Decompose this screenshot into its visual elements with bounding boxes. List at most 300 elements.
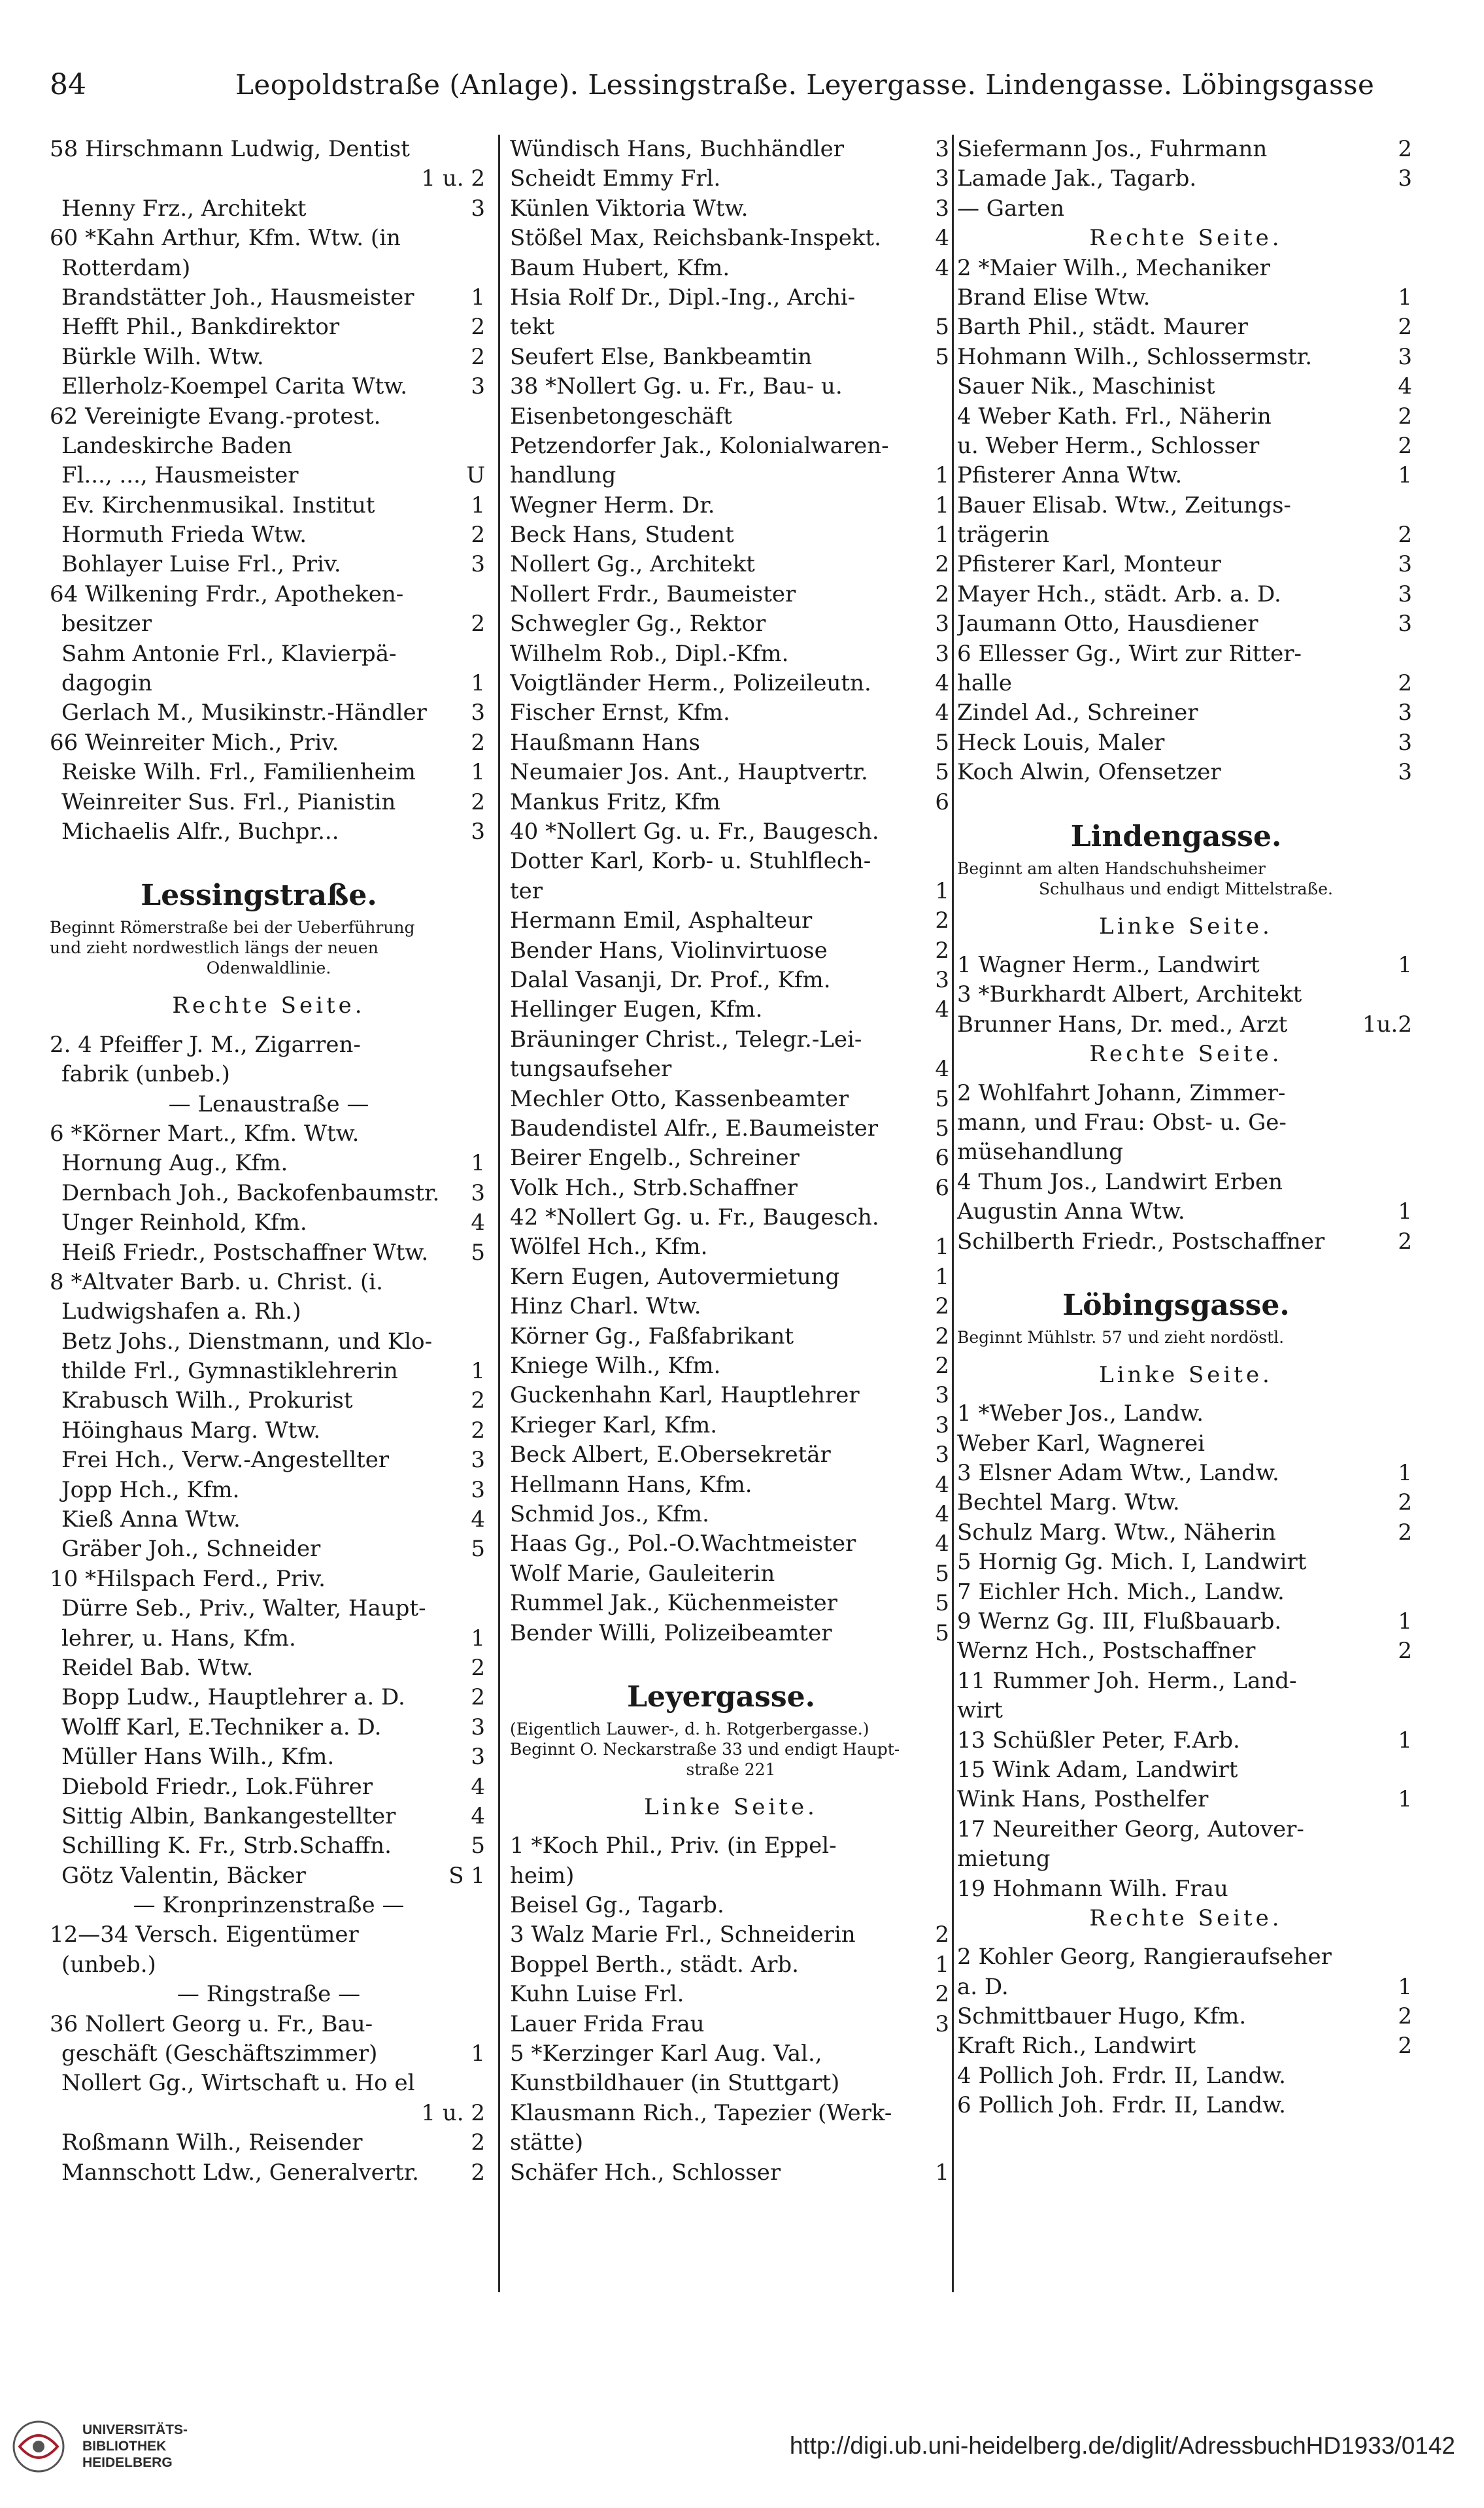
floor-number: 5	[471, 1833, 485, 1859]
directory-entry	[50, 1149, 488, 1178]
floor-number: 5	[935, 1590, 949, 1617]
floor-number: 4	[935, 1500, 949, 1527]
entry-text: 3 *Burkhardt Albert, Architekt	[957, 981, 1302, 1008]
floor-number: 3	[471, 1476, 485, 1503]
entry-text: Kern Eugen, Autovermietung	[510, 1263, 840, 1290]
floor-number: 3	[1398, 581, 1412, 607]
directory-entry	[510, 461, 952, 490]
entry-text: Lamade Jak., Tagarb.	[957, 165, 1197, 192]
floor-number: 2	[1398, 403, 1412, 430]
floor-number: 2	[471, 1417, 485, 1444]
entry-text: 15 Wink Adam, Landwirt	[957, 1756, 1238, 1783]
directory-entry	[50, 2099, 488, 2128]
floor-number: 3	[1398, 551, 1412, 578]
directory-entry	[510, 728, 952, 758]
directory-entry	[957, 1578, 1415, 1607]
floor-number: 3	[935, 640, 949, 667]
entry-text: Nollert Gg., Wirtschaft u. Ho el	[61, 2070, 415, 2097]
directory-entry	[50, 788, 488, 817]
entry-text: 8 *Altvater Barb. u. Christ. (i.	[50, 1268, 383, 1295]
directory-entry	[957, 194, 1415, 224]
entry-text: Bender Hans, Violinvirtuose	[510, 937, 828, 964]
floor-number: 1u.2	[1362, 1011, 1412, 1038]
directory-entry	[510, 1025, 952, 1055]
library-name	[82, 2422, 188, 2471]
floor-number: 2	[1398, 1489, 1412, 1516]
directory-entry	[510, 1470, 952, 1500]
floor-number: 2	[935, 907, 949, 934]
street-heading	[50, 877, 488, 915]
directory-entry	[957, 1518, 1415, 1548]
directory-entry	[50, 1891, 488, 1920]
entry-text: mietung	[957, 1846, 1051, 1873]
entry-text: Dernbach Joh., Backofenbaumstr.	[61, 1179, 440, 1206]
entry-text: 5 *Kerzinger Karl Aug. Val.,	[510, 2041, 822, 2067]
directory-entry	[50, 1446, 488, 1475]
entry-text: Wilhelm Rob., Dipl.-Kfm.	[510, 640, 789, 667]
entry-text: Mannschott Ldw., Generalvertr.	[61, 2159, 419, 2186]
floor-number: 4	[935, 1471, 949, 1498]
page-number: 84	[50, 68, 86, 101]
floor-number: 1	[935, 2159, 949, 2186]
entry-text: 40 *Nollert Gg. u. Fr., Baugesch.	[510, 818, 879, 845]
entry-text: handlung	[510, 462, 616, 489]
entry-text: Guckenhahn Karl, Hauptlehrer	[510, 1382, 860, 1409]
floor-number: 2	[471, 522, 485, 549]
entry-text: Ev. Kirchenmusikal. Institut	[61, 492, 375, 518]
directory-entry	[957, 1874, 1415, 1904]
source-url[interactable]: http://digi.ub.uni-heidelberg.de/diglit/AdressbuchHD1933/0142	[789, 2432, 1455, 2459]
entry-text: Fischer Ernst, Kfm.	[510, 700, 730, 726]
floor-number: 1	[1398, 1608, 1412, 1635]
entry-text: Linke Seite.	[1099, 913, 1273, 940]
floor-number: 2	[1398, 1638, 1412, 1665]
entry-text: Gräber Joh., Schneider	[61, 1536, 321, 1563]
directory-entry	[957, 1429, 1415, 1459]
floor-number: 2	[935, 1981, 949, 2008]
directory-entry	[510, 1411, 952, 1440]
entry-text: Hormuth Frieda Wtw.	[61, 522, 307, 549]
directory-entry	[510, 135, 952, 164]
entry-text: Nollert Gg., Architekt	[510, 551, 755, 578]
directory-entry	[50, 343, 488, 372]
floor-number: 4	[935, 1056, 949, 1083]
entry-text: 3 Walz Marie Frl., Schneiderin	[510, 1922, 856, 1948]
entry-text: Mankus Fritz, Kfm	[510, 788, 720, 815]
floor-number: 6	[935, 788, 949, 815]
entry-text: Hornung Aug., Kfm.	[61, 1150, 288, 1177]
floor-number: 3	[935, 2010, 949, 2037]
entry-text: Scheidt Emmy Frl.	[510, 165, 721, 192]
entry-text: Pfisterer Karl, Monteur	[957, 551, 1221, 578]
directory-entry	[50, 1505, 488, 1534]
entry-text: 38 *Nollert Gg. u. Fr., Bau- u.	[510, 373, 843, 400]
entry-text: Dotter Karl, Korb- u. Stuhlflech-	[510, 848, 871, 875]
entry-text: Schäfer Hch., Schlosser	[510, 2159, 781, 2186]
entry-text: 6 Pollich Joh. Frdr. II, Landw.	[957, 2092, 1286, 2119]
directory-entry	[50, 135, 488, 164]
directory-entry	[957, 254, 1415, 283]
floor-number: U	[466, 462, 485, 489]
directory-entry	[50, 1179, 488, 1208]
floor-number: 1	[471, 492, 485, 518]
directory-entry	[957, 2002, 1415, 2031]
floor-number: 2	[1398, 314, 1412, 341]
entry-text: Augustin Anna Wtw.	[957, 1198, 1185, 1225]
directory-entry	[50, 1416, 488, 1446]
entry-text: — Kronprinzenstraße —	[133, 1892, 405, 1919]
entry-text: Diebold Friedr., Lok.Führer	[61, 1773, 373, 1800]
directory-entry	[510, 402, 952, 432]
entry-text: 58 Hirschmann Ludwig, Dentist	[50, 136, 410, 162]
directory-entry	[957, 1942, 1415, 1972]
side-heading	[957, 1904, 1415, 1933]
side-heading	[957, 1040, 1415, 1069]
floor-number: 3	[471, 195, 485, 222]
floor-number: 1	[1398, 951, 1412, 978]
floor-number: 3	[471, 1744, 485, 1771]
directory-entry	[510, 1055, 952, 1084]
directory-entry	[957, 758, 1415, 787]
directory-entry	[510, 520, 952, 550]
floor-number: 1	[935, 462, 949, 489]
floor-number: 1	[935, 1263, 949, 1290]
directory-entry	[50, 2069, 488, 2098]
street-description	[50, 917, 488, 938]
floor-number: 1	[471, 2041, 485, 2067]
entry-text: fabrik (unbeb.)	[61, 1061, 230, 1088]
directory-entry	[957, 669, 1415, 698]
entry-text: 10 *Hilspach Ferd., Priv.	[50, 1565, 326, 1592]
floor-number: 5	[935, 759, 949, 786]
entry-text: Rechte Seite.	[1089, 1905, 1283, 1931]
entry-text: Kieß Anna Wtw.	[61, 1506, 241, 1533]
entry-text: Krabusch Wilh., Prokurist	[61, 1387, 353, 1414]
floor-number: 4	[935, 996, 949, 1023]
column-rule	[498, 135, 500, 2292]
floor-number: 5	[471, 1239, 485, 1266]
entry-text: Schilberth Friedr., Postschaffner	[957, 1228, 1325, 1255]
library-logo-icon	[12, 2419, 65, 2474]
entry-text: Wolf Marie, Gauleiterin	[510, 1560, 775, 1587]
directory-entry	[957, 1815, 1415, 1844]
directory-entry	[957, 550, 1415, 579]
directory-entry	[510, 847, 952, 876]
directory-entry	[510, 1292, 952, 1321]
entry-text: Bopp Ludw., Hauptlehrer a. D.	[61, 1684, 405, 1711]
floor-number: 1	[1398, 1973, 1412, 2000]
directory-entry	[510, 995, 952, 1025]
floor-number: 2	[935, 1353, 949, 1380]
floor-number: 1	[935, 1951, 949, 1978]
entry-text: — Garten	[957, 195, 1065, 222]
directory-entry	[50, 1742, 488, 1772]
library-name-line: BIBLIOTHEK	[82, 2439, 167, 2454]
directory-entry	[510, 639, 952, 669]
directory-entry	[50, 728, 488, 758]
directory-entry	[510, 432, 952, 461]
entry-text: 12—34 Versch. Eigentümer	[50, 1922, 359, 1948]
directory-entry	[50, 698, 488, 728]
side-heading	[510, 1793, 952, 1822]
floor-number: 2	[471, 1387, 485, 1414]
directory-entry	[957, 135, 1415, 164]
directory-entry	[957, 1399, 1415, 1429]
floor-number: 5	[935, 1115, 949, 1142]
entry-text: Beck Albert, E.Obersekretär	[510, 1442, 831, 1468]
directory-entry	[957, 432, 1415, 461]
directory-entry	[50, 2158, 488, 2188]
directory-entry	[510, 2128, 952, 2158]
directory-entry	[50, 461, 488, 490]
directory-entry	[957, 1197, 1415, 1227]
directory-entry	[510, 698, 952, 728]
entry-text: Eisenbetongeschäft	[510, 403, 732, 430]
directory-entry	[510, 609, 952, 639]
floor-number: 2	[471, 788, 485, 815]
directory-entry	[50, 2039, 488, 2069]
entry-text: Schmittbauer Hugo, Kfm.	[957, 2003, 1247, 2030]
column-rule	[952, 135, 954, 2292]
entry-text: Beginnt O. Neckarstraße 33 und endigt Haupt-	[510, 1739, 900, 1759]
directory-entry	[510, 1980, 952, 2009]
floor-number: 2	[935, 551, 949, 578]
running-title: Leopoldstraße (Anlage). Lessingstraße. Leyergasse. Lindengasse. Löbingsgasse	[235, 69, 1375, 101]
entry-text: Höinghaus Marg. Wtw.	[61, 1417, 321, 1444]
directory-entry	[957, 402, 1415, 432]
directory-entry	[50, 402, 488, 432]
entry-text: Nollert Frdr., Baumeister	[510, 581, 796, 607]
directory-entry	[50, 1119, 488, 1149]
directory-entry	[957, 343, 1415, 372]
entry-text: 4 Thum Jos., Landwirt Erben	[957, 1168, 1283, 1195]
floor-number: 2	[1398, 522, 1412, 549]
entry-text: Frei Hch., Verw.-Angestellter	[61, 1447, 390, 1474]
directory-entry	[50, 817, 488, 847]
entry-text: Rotterdam)	[61, 254, 191, 281]
entry-text: 11 Rummer Joh. Herm., Land-	[957, 1667, 1297, 1694]
floor-number: 3	[471, 551, 485, 578]
library-name-line: HEIDELBERG	[82, 2455, 173, 2470]
street-description	[510, 1739, 952, 1759]
entry-text: Linke Seite.	[644, 1793, 818, 1820]
entry-text: Mayer Hch., städt. Arb. a. D.	[957, 581, 1281, 607]
entry-text: Hinz Charl. Wtw.	[510, 1293, 701, 1320]
entry-text: Kraft Rich., Landwirt	[957, 2033, 1196, 2059]
entry-text: Hellmann Hans, Kfm.	[510, 1471, 752, 1498]
entry-text: Michaelis Alfr., Buchpr...	[61, 818, 339, 845]
entry-text: Neumaier Jos. Ant., Hauptvertr.	[510, 759, 868, 786]
directory-entry	[50, 224, 488, 253]
directory-entry	[510, 254, 952, 283]
entry-text: Beginnt Römerstraße bei der Ueberführung	[50, 918, 415, 938]
directory-entry	[50, 1565, 488, 1594]
directory-entry	[957, 461, 1415, 490]
floor-number: 5	[935, 314, 949, 341]
entry-text: 4 Weber Kath. Frl., Näherin	[957, 403, 1272, 430]
entry-text: halle	[957, 670, 1013, 697]
entry-text: Reidel Bab. Wtw.	[61, 1654, 254, 1681]
street-description	[957, 879, 1415, 899]
directory-entry	[50, 520, 488, 550]
entry-text: Haas Gg., Pol.-O.Wachtmeister	[510, 1531, 856, 1557]
floor-number: 1	[935, 492, 949, 518]
entry-text: Hsia Rolf Dr., Dipl.-Ing., Archi-	[510, 284, 856, 311]
directory-entry	[510, 1381, 952, 1410]
entry-text: Bürkle Wilh. Wtw.	[61, 343, 264, 370]
directory-entry	[50, 609, 488, 639]
directory-entry	[510, 788, 952, 817]
directory-entry	[510, 936, 952, 966]
directory-entry	[510, 1861, 952, 1891]
street-description	[510, 1759, 952, 1780]
street-heading	[957, 818, 1415, 856]
entry-text: 13 Schüßler Peter, F.Arb.	[957, 1727, 1240, 1754]
floor-number: 3	[935, 1442, 949, 1468]
entry-text: Wernz Hch., Postschaffner	[957, 1638, 1256, 1665]
entry-text: Weinreiter Sus. Frl., Pianistin	[61, 788, 396, 815]
entry-text: Haußmann Hans	[510, 729, 700, 756]
entry-text: Künlen Viktoria Wtw.	[510, 195, 749, 222]
floor-number: 2	[471, 343, 485, 370]
entry-text: Hellinger Eugen, Kfm.	[510, 996, 763, 1023]
library-name-line: UNIVERSITÄTS-	[82, 2422, 188, 2437]
directory-entry	[510, 1559, 952, 1589]
entry-text: 64 Wilkening Frdr., Apotheken-	[50, 581, 404, 607]
entry-text: Wink Hans, Posthelfer	[957, 1786, 1209, 1813]
directory-entry	[957, 1227, 1415, 1257]
entry-text: Brunner Hans, Dr. med., Arzt	[957, 1011, 1288, 1038]
directory-entry	[957, 1755, 1415, 1785]
entry-text: 2 Wohlfahrt Johann, Zimmer-	[957, 1079, 1286, 1106]
directory-entry	[957, 283, 1415, 313]
floor-number: 1	[471, 1625, 485, 1652]
entry-text: 19 Hohmann Wilh. Frau	[957, 1875, 1228, 1902]
directory-entry	[50, 1090, 488, 1119]
directory-entry	[957, 728, 1415, 758]
entry-text: 6 *Körner Mart., Kfm. Wtw.	[50, 1120, 360, 1147]
floor-number: 1	[935, 1234, 949, 1261]
entry-text: Schwegler Gg., Rektor	[510, 611, 766, 637]
entry-text: Löbingsgasse.	[1062, 1288, 1290, 1322]
floor-number: 2	[1398, 136, 1412, 162]
entry-text: a. D.	[957, 1973, 1009, 2000]
floor-number: 3	[471, 1714, 485, 1740]
floor-number: 5	[935, 1085, 949, 1112]
directory-entry	[957, 2091, 1415, 2120]
floor-number: 5	[935, 729, 949, 756]
directory-entry	[957, 1667, 1415, 1696]
directory-entry	[957, 1696, 1415, 1725]
entry-text: Beck Hans, Student	[510, 522, 734, 549]
directory-entry	[510, 2158, 952, 2188]
floor-number: 1	[1398, 284, 1412, 311]
entry-text: 5 Hornig Gg. Mich. I, Landwirt	[957, 1549, 1307, 1576]
floor-number: 4	[1398, 373, 1412, 400]
directory-entry	[50, 1861, 488, 1891]
entry-text: straße 221	[686, 1759, 776, 1779]
directory-entry	[50, 2128, 488, 2158]
entry-text: geschäft (Geschäftszimmer)	[61, 2041, 378, 2067]
directory-entry	[957, 2061, 1415, 2091]
directory-entry	[50, 1534, 488, 1564]
entry-text: Schmid Jos., Kfm.	[510, 1500, 709, 1527]
street-description	[50, 958, 488, 978]
floor-number: 4	[471, 1210, 485, 1236]
entry-text: Hohmann Wilh., Schlossermstr.	[957, 343, 1313, 370]
entry-text: thilde Frl., Gymnastiklehrerin	[61, 1358, 398, 1385]
directory-entry	[957, 1488, 1415, 1517]
directory-entry	[50, 1208, 488, 1238]
column-right	[957, 135, 1415, 2266]
directory-entry	[510, 283, 952, 313]
directory-entry	[50, 639, 488, 669]
entry-text: Bauer Elisab. Wtw., Zeitungs-	[957, 492, 1291, 518]
directory-entry	[50, 1297, 488, 1327]
floor-number: 2	[935, 1922, 949, 1948]
directory-entry	[50, 1920, 488, 1950]
entry-text: — Ringstraße —	[177, 1981, 361, 2008]
entry-text: Zindel Ad., Schreiner	[957, 700, 1198, 726]
entry-text: mann, und Frau: Obst- u. Ge-	[957, 1109, 1287, 1136]
entry-text: Betz Johs., Dienstmann, und Klo-	[61, 1328, 433, 1355]
entry-text: (unbeb.)	[61, 1951, 156, 1978]
directory-entry	[50, 758, 488, 787]
directory-entry	[957, 980, 1415, 1009]
entry-text: Klausmann Rich., Tapezier (Werk-	[510, 2099, 892, 2126]
directory-entry	[50, 1624, 488, 1653]
entry-text: 6 Ellesser Gg., Wirt zur Ritter-	[957, 640, 1302, 667]
directory-entry	[510, 817, 952, 847]
directory-entry	[957, 698, 1415, 728]
entry-text: Lindengasse.	[1070, 819, 1282, 853]
directory-entry	[50, 1238, 488, 1268]
floor-number: 2	[471, 2129, 485, 2156]
floor-number: 3	[935, 966, 949, 993]
directory-entry	[510, 1203, 952, 1232]
floor-number: 4	[935, 1531, 949, 1557]
directory-entry	[50, 1060, 488, 1089]
entry-text: Beirer Engelb., Schreiner	[510, 1145, 800, 1172]
entry-text: Linke Seite.	[1099, 1361, 1273, 1388]
entry-text: Barth Phil., städt. Maurer	[957, 314, 1248, 341]
floor-number: 2	[1398, 670, 1412, 697]
entry-text: Petzendorfer Jak., Kolonialwaren-	[510, 432, 889, 459]
directory-entry	[50, 313, 488, 342]
floor-number: 2	[471, 611, 485, 637]
floor-number: 3	[1398, 611, 1412, 637]
directory-entry	[510, 1144, 952, 1173]
floor-number: 2	[1398, 1519, 1412, 1546]
entry-text: 1 *Weber Jos., Landw.	[957, 1400, 1204, 1427]
directory-entry	[50, 194, 488, 224]
floor-number: 3	[471, 700, 485, 726]
directory-entry	[957, 580, 1415, 609]
entry-text: Heck Louis, Maler	[957, 729, 1165, 756]
floor-number: 3	[1398, 729, 1412, 756]
entry-text: Bohlayer Luise Frl., Priv.	[61, 551, 341, 578]
floor-number: 5	[935, 343, 949, 370]
entry-text: 66 Weinreiter Mich., Priv.	[50, 729, 339, 756]
directory-entry	[510, 1440, 952, 1470]
street-description	[50, 938, 488, 958]
entry-text: Gerlach M., Musikinstr.-Händler	[61, 700, 427, 726]
directory-entry	[510, 1085, 952, 1114]
entry-text: 42 *Nollert Gg. u. Fr., Baugesch.	[510, 1204, 879, 1231]
floor-number: 1	[471, 1150, 485, 1177]
directory-entry	[510, 2099, 952, 2128]
directory-entry	[510, 2010, 952, 2039]
